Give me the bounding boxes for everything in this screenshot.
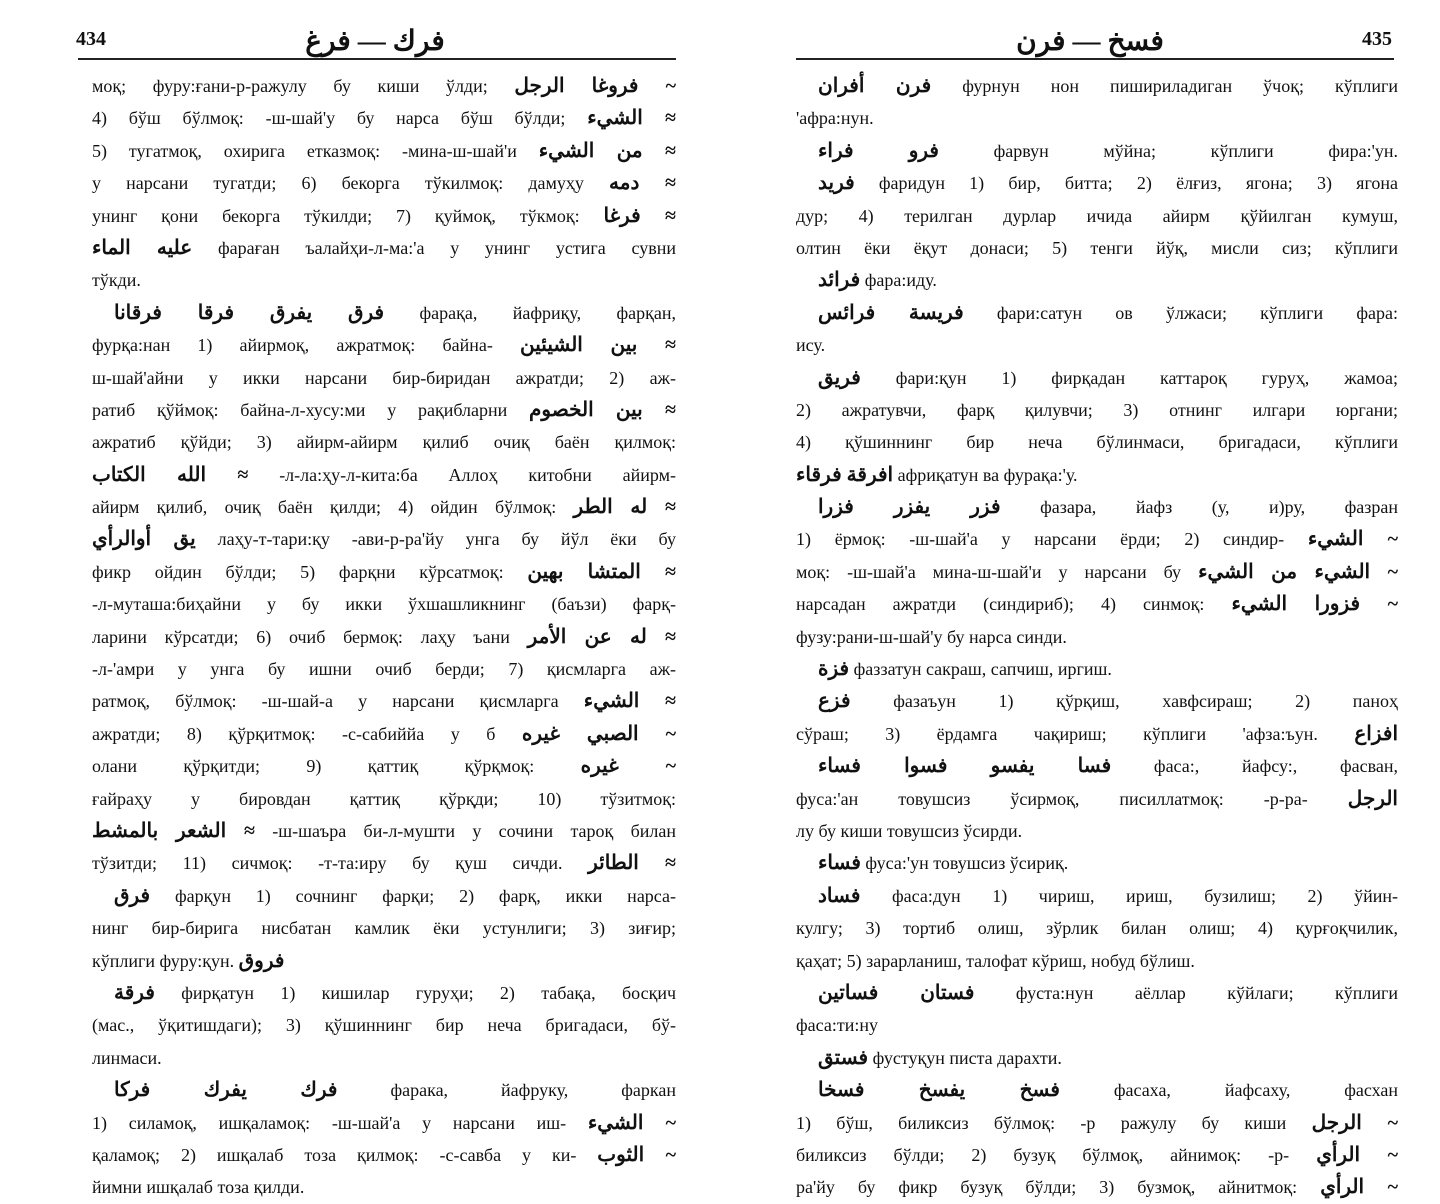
text-line: олани қўрқитди; 9) қаттиқ қўрқмоқ: ~ غيره: [92, 755, 676, 778]
text-line: ш-шай'айни у икки нарсани бир-биридан ажратди; 2) аж-: [92, 367, 676, 388]
text-line: нарсадан ажратди (синдириб); 4) синмоқ: ~ فزورا الشيء: [796, 593, 1398, 616]
entry-headword-line: فرق يفرق فرقا فرقانا фарақа, йафриқу, фарқан,: [114, 301, 676, 324]
text-line: тўкди.: [92, 270, 141, 291]
left-page: [0, 0, 720, 1198]
entry-headword-line: فرقة фирқатун 1) кишилар гуруҳи; 2) табақа, босқич: [114, 981, 676, 1004]
text-line: يق أوالرأي лаҳу-т-тари:қу -ави-р-ра'йу унга бу йўл ёки бу: [92, 528, 676, 551]
text-line: моқ: -ш-шай'а мина-ш-шай'и у нарсани бу ~ الشيء من الشيء: [796, 560, 1398, 583]
text-line: ≈ الله الكتاب -л-ла:ҳу-л-кита:ба Аллоҳ китобни айирм-: [92, 463, 676, 486]
text-line: 4) бўш бўлмоқ: -ш-шай'у бу нарса бўш бўлди; ≈ الشيء: [92, 107, 676, 130]
page-number: 435: [1362, 28, 1392, 50]
text-line: ратиб қўймоқ: байна-л-хусу:ми у рақибларни ≈ بين الخصوم: [92, 398, 676, 421]
entry-headword-line: فساد фаса:дун 1) чириш, ириш, бузилиш; 2) ўйин-: [818, 884, 1398, 907]
text-line: сўраш; 3) ёрдамга чақириш; кўплиги 'афза:ъун. افزاع: [796, 722, 1398, 745]
text-line: тўзитди; 11) сичмоқ: -т-та:иру бу қуш сичди. ≈ الطائر: [92, 852, 676, 875]
text-line: ра'йу бу фикр бузуқ бўлди; 3) бузмоқ, айнитмоқ: ~ الرأي: [796, 1176, 1398, 1199]
text-line: 'афра:нун.: [796, 108, 874, 129]
text-line: (мас., ўқитишдаги); 3) қўшиннинг бир неча бригадаси, бў-: [92, 1015, 676, 1036]
dictionary-text: [92, 70, 676, 1204]
text-line: 4) қўшиннинг бир неча бўлинмаси, бригадаси, кўплиги: [796, 432, 1398, 453]
text-line: 1) бўш, биликсиз бўлмоқ: -р ражулу бу киши ~ الرجل: [796, 1111, 1398, 1134]
text-line: дур; 4) терилган дурлар ичида айирм қўйилган кумуш,: [796, 205, 1398, 226]
entry-headword-line: فستق фустуқун писта дарахти.: [818, 1046, 1062, 1069]
entry-headword-line: فستان فساتين фуста:нун аёллар кўйлаги; кўплиги: [818, 981, 1398, 1004]
text-line: عليه الماء фараған ъалайҳи-л-ма:'а у унинг устига сувни: [92, 236, 676, 259]
text-line: ису.: [796, 335, 826, 356]
text-line: фикр ойдин бўлди; 5) фарқни кўрсатмоқ: ≈ المتشا بهين: [92, 560, 676, 583]
header-rule: [796, 58, 1394, 60]
entry-headword-line: فريد фаридун 1) бир, битта; 2) ёлғиз, ягона; 3) ягона: [818, 172, 1398, 195]
text-line: фурқа:нан 1) айирмоқ, ажратмоқ: байна- ≈ بين الشيئين: [92, 334, 676, 357]
text-line: лу бу киши товушсиз ўсирди.: [796, 820, 1023, 841]
text-line: ажратиб қўйди; 3) айирм-айирм қилиб очиқ баён қилмоқ:: [92, 432, 676, 453]
running-header: فسخ — فرن: [1016, 26, 1164, 57]
entry-headword-line: فرك يفرك فركا фарака, йафруку, фаркан: [114, 1079, 676, 1102]
entry-headword-line: فساء фуса:'ун товушсиз ўсириқ.: [818, 852, 1069, 875]
running-header: فرك — فرغ: [305, 26, 445, 57]
text-line: кўплиги фуру:қун. فروق: [92, 949, 285, 972]
text-line: ларини кўрсатди; 6) очиб бермоқ: лаҳу ъани ≈ له عن الأمر: [92, 625, 676, 648]
text-line: ≈ الشعر بالمشط -ш-шаъра би-л-мушти у сочини тароқ билан: [92, 819, 676, 842]
entry-headword-line: فرو فراء фарвун мўйна; кўплиги фира:'ун.: [818, 139, 1398, 162]
entry-headword-line: فرق фарқун 1) сочнинг фарқи; 2) фарқ, икки нарса-: [114, 884, 676, 907]
text-line: -л-муташа:биҳайни у бу икки ўхшашликнинг (баъзи) фарқ-: [92, 594, 676, 615]
text-line: فرائد фара:иду.: [818, 269, 937, 292]
text-line: ратмоқ, бўлмоқ: -ш-шай-а у нарсани қисмларга ≈ الشيء: [92, 690, 676, 713]
text-line: 1) ёрмоқ: -ш-шай'а у нарсани ёрди; 2) синдир- ~ الشيء: [796, 528, 1398, 551]
entry-headword-line: فزع фазаъун 1) қўрқиш, хавфсираш; 2) паноҳ: [818, 690, 1398, 713]
text-line: ажратди; 8) қўрқитмоқ: -с-сабиййа у б ~ الصبي غيره: [92, 722, 676, 745]
text-line: ғайраҳу у бировдан қаттиқ қўрқди; 10) тўзитмоқ:: [92, 788, 676, 809]
text-line: 5) тугатмоқ, охирига етказмоқ: -мина-ш-шай'и ≈ من الشيء: [92, 139, 676, 162]
text-line: افرقة فرقاء африқатун ва фурақа:'у.: [796, 463, 1078, 486]
entry-headword-line: فسا يفسو فسوا فساء фаса:, йафсу:, фасван,: [818, 755, 1398, 778]
text-line: фузу:рани-ш-шай'у бу нарса синди.: [796, 626, 1067, 647]
text-line: қаҳат; 5) зарарланиш, талофат кўриш, нобуд бўлиш.: [796, 950, 1195, 971]
entry-headword-line: فزة фаззатун сакраш, сапчиш, иргиш.: [818, 658, 1112, 681]
text-line: фуса:'ан товушсиз ўсирмоқ, писиллатмоқ: -р-ра- الرجل: [796, 787, 1398, 810]
text-line: йимни ишқалаб тоза қилди.: [92, 1177, 305, 1198]
text-line: нинг бир-бирига нисбатан камлик ёки устунлиги; 3) зиғир;: [92, 918, 676, 939]
text-line: биликсиз бўлди; 2) бузуқ бўлмоқ, айнимоқ: -р- ~ الرأي: [796, 1143, 1398, 1166]
text-line: у нарсани тугатди; 6) бекорга тўкилмоқ: дамуҳу ≈ دمه: [92, 172, 676, 195]
text-line: кулгу; 3) тортиб олиш, зўрлик билан олиш; 4) қурғоқчилик,: [796, 918, 1398, 939]
text-line: моқ; фуру:ғани-р-ражулу бу киши ўлди; ~ فروغا الرجل: [92, 75, 676, 97]
text-line: 2) ажратувчи, фарқ қилувчи; 3) отнинг илгари юргани;: [796, 399, 1398, 420]
text-line: қаламоқ; 2) ишқалаб тоза қилмоқ: -с-савба у ки- ~ الثوب: [92, 1143, 676, 1166]
entry-headword-line: فزر يفزر فزرا фазара, йафз (у, и)ру, фазран: [818, 496, 1398, 519]
text-line: олтин ёки ёқут донаси; 5) тенги йўқ, мисли сиз; кўплиги: [796, 237, 1398, 258]
dictionary-text: [796, 70, 1398, 1204]
text-line: линмаси.: [92, 1047, 162, 1068]
page-number: 434: [76, 28, 106, 50]
entry-headword-line: فريق фари:қун 1) фирқадан каттароқ гуруҳ, жамоа;: [818, 366, 1398, 389]
text-line: -л-'амри у унга бу ишни очиб берди; 7) қисмларга аж-: [92, 659, 676, 680]
text-line: унинг қони бекорга тўкилди; 7) қуймоқ, тўкмоқ: ≈ فرغا: [92, 204, 676, 227]
right-page: [720, 0, 1440, 1199]
text-line: айирм қилиб, очиқ баён қилди; 4) ойдин бўлмоқ: ≈ له الطر: [92, 496, 676, 519]
entry-headword-line: فسخ يفسخ فسخا фасаха, йафсаху, фасхан: [818, 1079, 1398, 1102]
entry-headword-line: فرن أفران фурнун нон пишириладиган ўчоқ; кўплиги: [818, 75, 1398, 97]
entry-headword-line: فريسة فرائس фари:сатун ов ўлжаси; кўплиги фара:: [818, 301, 1398, 324]
header-rule: [78, 58, 676, 60]
text-line: фаса:ти:ну: [796, 1015, 878, 1036]
text-line: 1) силамоқ, ишқаламоқ: -ш-шай'а у нарсани иш- ~ الشيء: [92, 1111, 676, 1134]
